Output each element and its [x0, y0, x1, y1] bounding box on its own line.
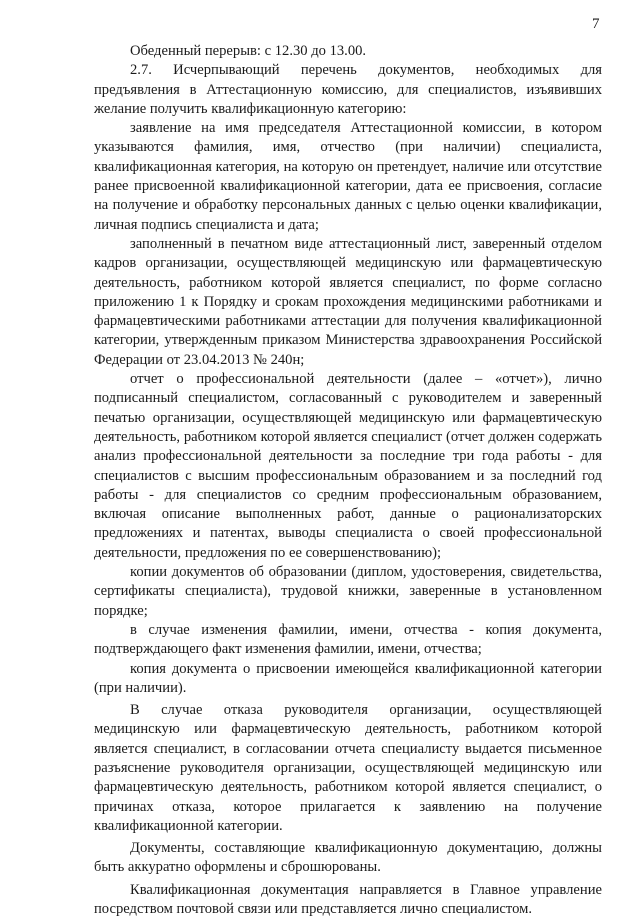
paragraph-documents: Документы, составляющие квалификационную документацию, должны быть аккуратно оформлены и сброшюрованы. [94, 840, 602, 876]
paragraph-report: отчет о профессиональной деятельности (далее – «отчет»), лично подписанный специалистом, согласованный с руководителем и заверенный печатью организации, осуществляющей медицинскую или фармацевтическую деятельность, работником которой является специалист (отчет должен содержать анализ профессиональной деятельности за последние три года работы - для специалистов с высшим профессиональным образованием и за последний год работы - для специалистов со средним профессиональным образованием, включая описание выполненных работ, данные о рационализаторских предложениях и патентах, выводы специалиста о своей профессиональной деятельности, предложения по ее совершенствованию); [94, 371, 602, 561]
paragraph-category-copy: копия документа о присвоении имеющейся квалификационной категории (при наличии). [94, 660, 602, 696]
paragraph-education-copies: копии документов об образовании (диплом, удостоверения, свидетельства, сертификаты специалиста), трудовой книжки, заверенные в установленном порядке; [94, 564, 602, 619]
paragraph-lunch-break: Обеденный перерыв: с 12.30 до 13.00. [130, 43, 367, 59]
paragraph-attestation-sheet: заполненный в печатном виде аттестационный лист, заверенный отделом кадров организации, осуществляющей медицинскую или фармацевтическую деятельность, работником которой является специалист, по форме согласно приложению 1 к Порядку и срокам прохождения медицинскими работниками и фармацевтическими работниками аттестации для получения квалификационной категории, утвержденным приказом Министерства здравоохранения Российской Федерации от 23.04.2013 № 240н; [94, 235, 602, 368]
page-number: 7 [592, 16, 600, 32]
paragraph-refusal: В случае отказа руководителя организации, осуществляющей медицинскую или фармацевтическую деятельность, работником которой является специалист, в согласовании отчета специалисту выдается письменное разъяснение руководителя организации, осуществляющей медицинскую или фармацевтическую деятельность, работником которой является специалист, о причинах отказа, которое прилагается к заявлению на получение квалификационной категории. [94, 702, 602, 834]
paragraph-submission: Квалификационная документация направляется в Главное управление посредством почтовой связи или представляется лично специалистом. [94, 881, 602, 918]
paragraph-name-change: в случае изменения фамилии, имени, отчества - копия документа, подтверждающего факт изменения фамилии, имени, отчества; [94, 621, 602, 658]
paragraph-section-2-7: 2.7. Исчерпывающий перечень документов, необходимых для предъявления в Аттестационную комиссию, для специалистов, изъявивших желание получить квалификационную категорию: [94, 62, 602, 117]
paragraph-application: заявление на имя председателя Аттестационной комиссии, в котором указываются фамилия, имя, отчество (при наличии) специалиста, квалификационная категория, на которую он претендует, наличие или отсутствие ранее присвоенной квалификационной категории, дата ее присвоения, согласие на получение и обработку персональных данных с целью оценки квалификации, личная подпись специалиста и дата; [94, 120, 602, 233]
document-body [94, 42, 602, 919]
